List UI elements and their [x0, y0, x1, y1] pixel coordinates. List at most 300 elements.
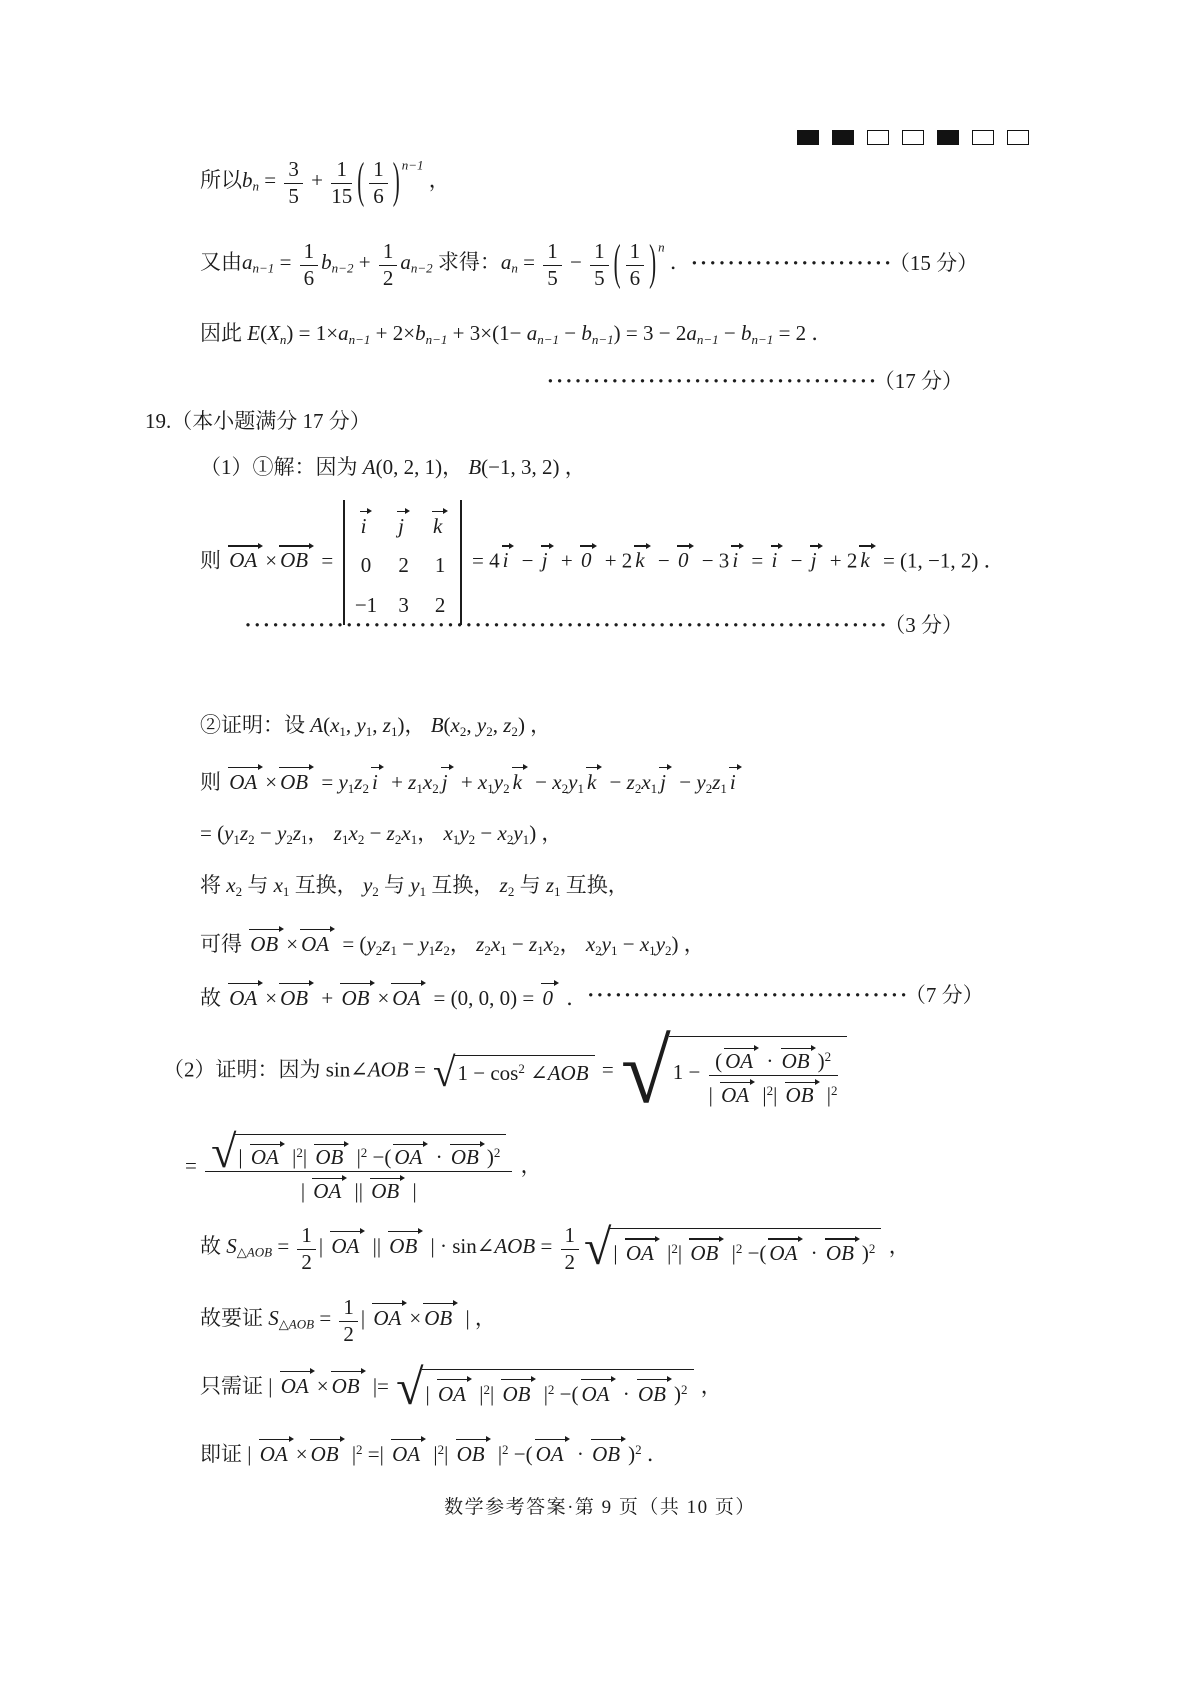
- math-text: |: [425, 1381, 435, 1406]
- superscript: [831, 1082, 838, 1097]
- vector-arrow: OA: [250, 1144, 285, 1170]
- math-text: 2: [459, 723, 467, 739]
- sum-zero-formula: [200, 978, 587, 1012]
- math-var: y: [276, 821, 287, 845]
- math-text: 2: [357, 831, 365, 847]
- math-var: X: [267, 321, 280, 345]
- superscript: [402, 157, 424, 172]
- page-footer: 数学参考答案·第 9 页（共 10 页）: [444, 1497, 756, 1518]
- math-text: 1: [390, 723, 398, 739]
- math-text: |: [661, 1241, 672, 1266]
- math-var: z: [239, 821, 249, 845]
- math-var: x: [450, 713, 460, 737]
- math-text: |: [318, 1233, 329, 1258]
- need-to-prove-2: [200, 1360, 722, 1416]
- radical-sign: √: [396, 1360, 424, 1416]
- dots-leader: ···································: [587, 982, 910, 1007]
- numerator: [543, 238, 562, 266]
- square-root: [396, 1360, 693, 1416]
- math-var: z: [503, 713, 512, 737]
- math-text: 可得: [200, 932, 248, 956]
- vector-arrow: OA: [437, 1379, 472, 1408]
- fraction: [339, 1294, 358, 1346]
- math-text: 2: [506, 831, 514, 847]
- math-text: =: [274, 249, 297, 274]
- vector-arrow: OA: [280, 1371, 315, 1400]
- determinant-cell: [361, 552, 372, 579]
- vector-arrow: OB: [279, 983, 314, 1012]
- math-var: x: [490, 932, 501, 956]
- radicand: [609, 1228, 881, 1267]
- numerator: [379, 238, 398, 266]
- math-text: |: [489, 1381, 500, 1406]
- vector-arrow: k: [586, 767, 602, 796]
- math-var: AOB: [547, 1061, 589, 1086]
- math-var: x: [330, 713, 340, 737]
- numerator: [300, 238, 319, 266]
- math-text: ，: [417, 821, 444, 845]
- math-text: ，: [559, 932, 586, 956]
- math-text: −: [396, 932, 420, 956]
- vector-arrow: OB: [314, 1144, 349, 1170]
- dots-leader: ····································: [546, 369, 879, 393]
- math-text: 1: [720, 780, 727, 796]
- subscript: [697, 332, 719, 347]
- math-var: n−2: [331, 260, 354, 276]
- math-text: 互换，: [289, 873, 363, 897]
- math-text: =: [316, 770, 339, 794]
- math-var: z: [626, 770, 635, 794]
- subscript: [592, 332, 614, 347]
- numerator: [284, 156, 303, 184]
- vector-arrow: OB: [310, 1439, 345, 1468]
- math-text: 1: [282, 883, 290, 899]
- math-text: 2: [705, 780, 713, 796]
- math-text: 故: [200, 1233, 227, 1258]
- math-text: ·: [805, 1241, 823, 1266]
- numerator: [369, 156, 388, 184]
- math-text: −: [559, 321, 582, 345]
- math-text: (: [323, 713, 331, 737]
- math-text: 1: [233, 831, 240, 847]
- math-text: ,: [372, 713, 383, 737]
- math-text: |: [360, 1305, 371, 1330]
- math-text: =: [272, 1233, 295, 1258]
- determinant-cell: [358, 506, 375, 540]
- math-var: b: [321, 249, 332, 274]
- vector-arrow: OB: [637, 1379, 672, 1408]
- math-text: 1: [336, 157, 347, 181]
- vector-arrow: OA: [625, 1238, 660, 1267]
- math-text: −1: [354, 592, 378, 617]
- math-text: 2: [301, 1249, 312, 1274]
- math-text: 2: [372, 883, 379, 899]
- math-text: = 2 ．: [773, 321, 833, 345]
- math-text: ): [486, 1145, 494, 1169]
- numerator: [297, 1222, 316, 1250]
- math-text: =: [259, 167, 282, 192]
- math-text: =: [314, 1305, 337, 1330]
- math-text: −: [718, 321, 742, 345]
- denominator: [561, 1250, 580, 1275]
- math-text: 2: [634, 780, 642, 796]
- math-text: 19.（本小题满分 17 分）: [145, 409, 371, 433]
- math-text: 1: [341, 831, 349, 847]
- math-text: 只需证 |: [200, 1374, 278, 1398]
- square-root: [211, 1125, 506, 1177]
- math-text: 1: [577, 780, 584, 796]
- math-var: z: [712, 770, 721, 794]
- vector-arrow: OB: [501, 1379, 536, 1408]
- subscript: [332, 261, 354, 276]
- math-text: 1: [547, 239, 558, 263]
- math-text: |=: [367, 1374, 395, 1398]
- radicand: [422, 1369, 694, 1408]
- math-text: −: [364, 821, 387, 845]
- math-text: 2: [553, 942, 560, 958]
- math-text: 2: [547, 1381, 555, 1397]
- math-text: 2: [595, 942, 602, 958]
- question-19-header: [145, 408, 371, 435]
- math-text: 2: [343, 1321, 354, 1346]
- vector-arrow: OA: [391, 1439, 426, 1468]
- denominator: [284, 184, 303, 209]
- math-var: x: [585, 932, 596, 956]
- math-text: +: [455, 770, 478, 794]
- subscript: [253, 261, 275, 276]
- math-text: =: [746, 548, 769, 573]
- fraction: [369, 156, 388, 208]
- vector-arrow: OB: [340, 983, 375, 1012]
- math-text: ，: [883, 1233, 910, 1258]
- math-text: 1: [390, 942, 397, 958]
- math-var: y: [568, 770, 578, 794]
- vector-arrow: OB: [456, 1439, 491, 1468]
- math-text: ×: [295, 1442, 308, 1466]
- math-text: 1: [594, 239, 605, 263]
- denominator: [331, 184, 352, 209]
- denominator: [626, 266, 645, 291]
- math-var: n−2: [410, 260, 433, 276]
- denominator: [300, 266, 319, 291]
- radicand: [454, 1055, 595, 1087]
- math-text: −: [674, 770, 697, 794]
- math-var: x: [226, 873, 236, 897]
- numerator: [709, 1041, 838, 1076]
- math-text: 2: [735, 1241, 743, 1257]
- math-var: y: [419, 932, 429, 956]
- math-text: 2: [635, 1441, 642, 1457]
- determinant: [343, 500, 461, 625]
- math-text: 1: [537, 942, 544, 958]
- math-text: ×: [377, 986, 390, 1010]
- radical-sign: √: [211, 1125, 237, 1177]
- math-text: 1: [339, 723, 346, 739]
- math-text: 2: [434, 592, 446, 617]
- math-text: −: [254, 821, 277, 845]
- math-text: 2: [296, 1144, 303, 1160]
- math-text: 与: [514, 873, 546, 897]
- math-var: △AOB: [236, 1244, 273, 1260]
- vector-arrow: OB: [825, 1238, 860, 1267]
- subscript: [537, 332, 559, 347]
- math-text: 2: [382, 265, 394, 290]
- math-var: n: [252, 178, 260, 194]
- vector-arrow: i: [360, 511, 373, 540]
- math-text: 1: [343, 1295, 354, 1319]
- registration-mark-filled: [937, 130, 959, 145]
- fraction: [297, 1222, 316, 1274]
- vector-arrow: i: [371, 767, 384, 796]
- part1-given-points: [200, 454, 586, 481]
- math-text: 1: [347, 780, 355, 796]
- math-text: ) = 1×: [286, 321, 339, 345]
- determinant-cell: [435, 552, 446, 579]
- math-text: 2: [502, 1441, 509, 1457]
- math-text: ②证明：设: [200, 713, 311, 737]
- math-text: 1: [373, 157, 384, 181]
- math-var: z: [333, 821, 342, 845]
- math-text: 2: [248, 831, 255, 847]
- fraction: [300, 238, 319, 290]
- fraction: [626, 238, 645, 290]
- math-text: −: [652, 548, 675, 573]
- math-text: 2: [518, 1061, 525, 1077]
- vector-arrow: OA: [372, 1303, 407, 1332]
- math-text: ·: [617, 1381, 636, 1406]
- fraction: [205, 1125, 512, 1203]
- swap-statement: [200, 872, 629, 899]
- math-text: 2: [665, 942, 672, 958]
- math-text: |: [757, 1082, 767, 1107]
- math-text: + 2: [599, 548, 633, 573]
- denominator: [205, 1172, 512, 1204]
- math-text: 3: [398, 592, 409, 617]
- math-text: 2: [286, 831, 293, 847]
- math-text: 互换，: [426, 873, 500, 897]
- denominator: [709, 1076, 838, 1108]
- math-var: y: [338, 770, 348, 794]
- math-text: |: [351, 1145, 361, 1169]
- proof2-setup: [200, 712, 551, 739]
- math-var: z: [499, 873, 508, 897]
- math-var: b: [581, 321, 592, 345]
- determinant-grid: [345, 500, 461, 625]
- fraction: [284, 156, 303, 208]
- registration-mark-empty: [867, 130, 889, 145]
- vector-arrow: 0: [580, 545, 598, 574]
- math-text: + 2: [824, 548, 858, 573]
- vector-arrow: OA: [228, 767, 263, 796]
- denominator: [339, 1322, 358, 1347]
- math-text: (: [443, 713, 451, 737]
- fraction: [379, 238, 398, 290]
- vector-arrow: OA: [535, 1439, 570, 1468]
- subscript: [577, 781, 584, 796]
- math-var: a: [526, 321, 538, 345]
- math-text: 与: [242, 873, 274, 897]
- math-text: 1: [365, 723, 373, 739]
- big-paren: ): [392, 152, 400, 209]
- subscript: [752, 332, 774, 347]
- math-text: +: [385, 770, 409, 794]
- math-text: 2: [362, 780, 369, 796]
- math-text: ×: [286, 932, 299, 956]
- math-text: 又由: [200, 249, 242, 274]
- math-var: y: [696, 770, 706, 794]
- radical-sign: √: [620, 1020, 671, 1122]
- math-text: |: [407, 1178, 417, 1203]
- need-to-prove-1: [200, 1294, 496, 1346]
- math-text: |: [286, 1145, 297, 1169]
- registration-mark-empty: [902, 130, 924, 145]
- math-text: ||: [367, 1233, 387, 1258]
- math-text: = (: [337, 932, 367, 956]
- math-var: n: [511, 260, 518, 276]
- vector-arrow: OB: [781, 1048, 816, 1074]
- math-text: ,: [492, 713, 504, 737]
- subscript: [426, 332, 448, 347]
- math-var: z: [386, 821, 395, 845]
- math-var: y: [410, 873, 420, 897]
- math-text: 2: [561, 780, 569, 796]
- math-text: 1: [629, 239, 641, 263]
- math-var: S: [268, 1305, 279, 1330]
- fraction: [331, 156, 352, 208]
- math-text: 5: [288, 183, 299, 208]
- radicand: [669, 1036, 847, 1107]
- math-text: 故要证: [200, 1305, 269, 1330]
- square-root: [584, 1220, 881, 1275]
- math-var: z: [292, 821, 302, 845]
- math-text: ): [817, 1049, 825, 1073]
- math-text: =: [535, 1233, 558, 1258]
- determinant-cell: [395, 506, 412, 540]
- math-text: 6: [303, 265, 315, 290]
- math-var: E: [247, 321, 261, 345]
- math-text: 2: [432, 780, 439, 796]
- need-to-prove-3: [200, 1434, 668, 1468]
- math-var: n: [658, 239, 665, 255]
- superscript: [681, 1381, 688, 1396]
- math-var: n−1: [401, 157, 424, 173]
- subscript: [349, 332, 371, 347]
- math-text: 1: [382, 239, 394, 263]
- vector-arrow: j: [441, 767, 454, 796]
- math-var: AOB: [367, 1057, 409, 1082]
- math-text: =|: [362, 1442, 390, 1466]
- vector-arrow: j: [397, 511, 410, 540]
- math-var: n−1: [751, 331, 774, 347]
- numerator: [626, 238, 645, 266]
- math-text: 1: [301, 831, 308, 847]
- math-text: 2: [360, 1144, 368, 1160]
- denominator: [379, 266, 398, 291]
- subscript: [411, 261, 433, 276]
- vector-arrow: OB: [370, 1178, 405, 1204]
- math-text: ，: [695, 1374, 722, 1398]
- subscript: [362, 781, 369, 796]
- subscript: [432, 781, 439, 796]
- math-var: x: [477, 770, 488, 794]
- math-var: x: [348, 821, 358, 845]
- math-text: 2: [671, 1241, 678, 1257]
- math-text: 1: [487, 780, 494, 796]
- formula-an-row: [200, 234, 979, 291]
- big-paren: ): [649, 234, 657, 291]
- math-text: 1: [419, 883, 427, 899]
- math-text: 5: [547, 265, 558, 290]
- math-var: n−1: [537, 331, 560, 347]
- math-text: |: [492, 1442, 503, 1466]
- math-text: 2: [507, 883, 515, 899]
- math-text: ×: [265, 548, 278, 573]
- math-text: 1: [522, 831, 530, 847]
- math-var: △AOB: [278, 1316, 315, 1332]
- cross-product-tuple: [200, 820, 562, 847]
- math-text: 2: [564, 1249, 576, 1274]
- vector-arrow: OB: [423, 1303, 458, 1332]
- cross-product-determinant: [200, 500, 1005, 625]
- math-text: （3 分）: [894, 613, 963, 637]
- math-var: n−1: [425, 331, 448, 347]
- subscript: [651, 781, 658, 796]
- math-text: −: [564, 249, 588, 274]
- vector-arrow: k: [634, 545, 650, 574]
- math-var: z: [545, 873, 555, 897]
- math-var: x: [422, 770, 433, 794]
- math-text: 与: [378, 873, 411, 897]
- math-text: ·: [571, 1442, 590, 1466]
- subscript: [279, 1317, 314, 1332]
- subscript: [503, 781, 510, 796]
- math-text: −(: [367, 1145, 392, 1169]
- score-7: [587, 982, 983, 1009]
- math-text: 0: [360, 553, 372, 578]
- math-var: AOB: [494, 1233, 536, 1258]
- math-var: z: [382, 713, 391, 737]
- vector-arrow: OA: [768, 1238, 803, 1267]
- math-text: 5: [594, 265, 605, 290]
- math-text: |: [238, 1145, 248, 1169]
- math-var: a: [400, 249, 411, 274]
- math-text: ，: [449, 932, 477, 956]
- math-var: y: [459, 821, 469, 845]
- math-text: 则: [200, 548, 227, 573]
- vector-arrow: 0: [541, 983, 559, 1012]
- dots-leader: ······················: [690, 251, 894, 276]
- math-text: + 2×: [370, 321, 416, 345]
- vector-arrow: OA: [393, 1144, 428, 1170]
- math-text: 2: [235, 883, 243, 899]
- math-text: 1: [434, 553, 446, 578]
- math-var: A: [362, 455, 376, 479]
- math-text: +: [305, 167, 329, 192]
- math-text: (: [715, 1049, 723, 1073]
- math-text: ×: [409, 1305, 422, 1330]
- math-text: ,: [345, 713, 357, 737]
- formula-expectation: [200, 320, 832, 347]
- vector-arrow: OA: [228, 983, 263, 1012]
- math-var: S: [226, 1233, 237, 1258]
- math-text: 求得：: [432, 249, 501, 274]
- subscript: [720, 781, 727, 796]
- math-text: =: [596, 1057, 619, 1082]
- vector-arrow: OB: [591, 1439, 626, 1468]
- radical-sign: √: [584, 1220, 612, 1275]
- math-text: (−1, 3, 2) ，: [481, 455, 586, 479]
- vector-arrow: k: [859, 545, 875, 574]
